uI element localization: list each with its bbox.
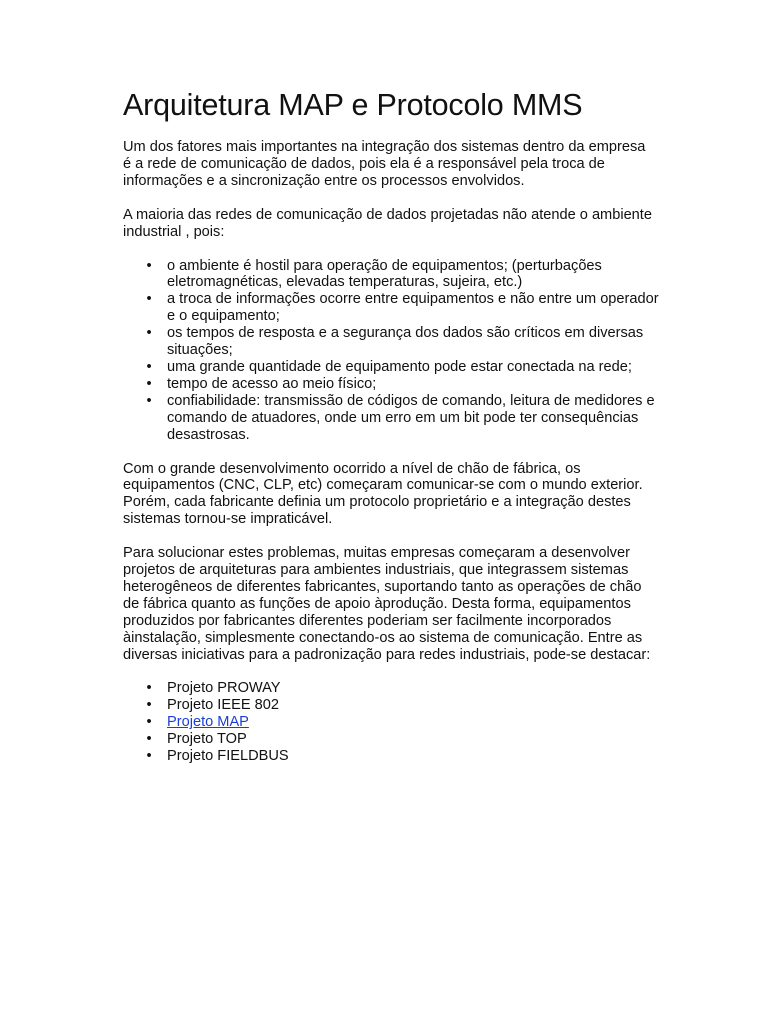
list-item [123,325,663,359]
list-item [123,359,663,376]
list-item [123,258,663,292]
document-page [123,86,659,782]
bullet-icon: • [146,392,152,409]
project-top: Projeto TOP [167,731,247,748]
list-item-text: tempo de acesso ao meio físico; [167,375,377,392]
list-item-text: confiabilidade: transmissão de códigos de comando, leitura de medidores e comando de atuadores, onde um erro em um bit pode ter consequências desastrosas. [167,392,655,443]
list-item [123,714,653,731]
list-item [123,680,653,697]
project-ieee-802: Projeto IEEE 802 [167,697,279,714]
project-map-link[interactable]: Projeto MAP [167,714,249,731]
bullet-icon: • [146,748,152,765]
list-item [123,731,653,748]
list-item [123,393,663,444]
list-item-text: os tempos de resposta e a segurança dos dados são críticos em diversas situações; [167,325,644,359]
paragraph-intro: Um dos fatores mais importantes na integração dos sistemas dentro da empresa é a rede de comunicação de dados, pois ela é a responsável pela troca de informações e a sincronização entre os processos envolvidos. [123,139,646,189]
list-item [123,291,663,325]
list-item-text: a troca de informações ocorre entre equipamentos e não entre um operador e o equipamento; [167,291,659,325]
reasons-list [123,257,659,444]
bullet-icon: • [146,731,152,748]
document-title: Arquitetura MAP e Protocolo MMS [123,88,583,122]
project-proway: Projeto PROWAY [167,680,281,697]
bullet-icon: • [146,291,152,308]
paragraph-networks: A maioria das redes de comunicação de dados projetadas não atende o ambiente industrial , pois: [123,206,652,240]
bullet-icon: • [146,358,152,375]
paragraph-solutions: Para solucionar estes problemas, muitas empresas começaram a desenvolver projetos de arquiteturas para ambientes industriais, que integrassem sistemas heterogêneos de diferentes fabricantes, suportando tanto as operações de chão de fábrica quanto as funções de apoio àprodução. Desta forma, equipamentos produzidos por fabricantes diferentes poderiam ser facilmente incorporados àinstalação, simplesmente conectando-os ao sistema de comunicação. Entre as diversas iniciativas para a padronização para redes industriais, pode-se destacar: [123,545,651,663]
list-item [123,376,663,393]
list-item-text: o ambiente é hostil para operação de equipamentos; (perturbações eletromagnéticas, elevadas temperaturas, sujeira, etc.) [167,257,602,291]
bullet-icon: • [146,680,152,697]
projects-list [123,680,653,765]
bullet-icon: • [146,697,152,714]
bullet-icon: • [146,325,152,342]
list-item-text: uma grande quantidade de equipamento pode estar conectada na rede; [167,358,632,375]
project-fieldbus: Projeto FIELDBUS [167,748,289,765]
bullet-icon: • [146,714,152,731]
list-item [123,748,653,765]
bullet-icon: • [146,257,152,274]
bullet-icon: • [146,375,152,392]
paragraph-development: Com o grande desenvolvimento ocorrido a nível de chão de fábrica, os equipamentos (CNC, CLP, etc) começaram comunicar-se com o mundo exterior. Porém, cada fabricante definia um protocolo proprietário e a integração destes sistemas tornou-se impraticável. [123,460,643,528]
list-item [123,697,653,714]
